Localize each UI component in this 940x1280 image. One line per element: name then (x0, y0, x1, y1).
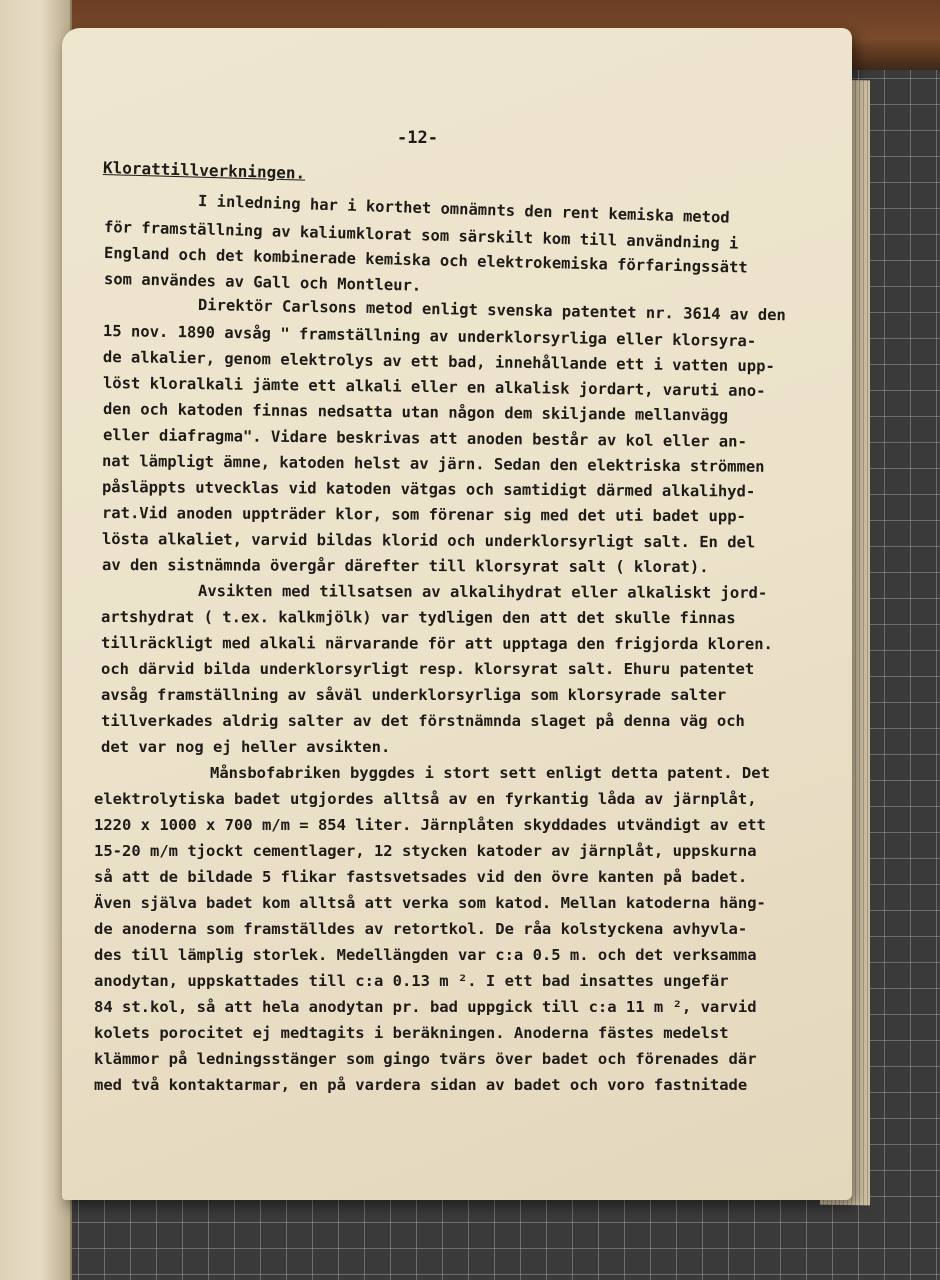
text-line: så att de bildade 5 flikar fastsvetsades vid den övre kanten på badet. (94, 868, 748, 886)
text-line: påsläppts utvecklas vid katoden vätgas och samtidigt därmed alkalihyd- (101, 478, 756, 501)
text-line: 15-20 m/m tjockt cementlager, 12 stycken katoder av järnplåt, uppskurna (94, 842, 757, 860)
section-heading: Klorattillverkningen. (102, 158, 306, 183)
text-line: som användes av Gall och Montleur. (103, 270, 422, 295)
text-line: des till lämplig storlek. Medellängden var c:a 0.5 m. och det verksamma (94, 946, 757, 964)
text-line: tillverkades aldrig salter av det förstnämnda slaget på denna väg och (101, 712, 745, 730)
text-line: anodytan, uppskattades till c:a 0.13 m ². I ett bad insattes ungefär (94, 972, 729, 990)
text-line: klämmor på ledningsstänger som gingo tvärs över badet och förenades där (94, 1050, 757, 1068)
text-line: för framställning av kaliumklorat som särskilt kom till användning i (103, 218, 739, 253)
text-line: 15 nov. 1890 avsåg " framställning av underklorsyrliga eller klorsyra- (102, 322, 757, 351)
text-line: elektrolytiska badet utgjordes alltså av en fyrkantig låda av järnplåt, (94, 790, 757, 808)
text-line: Månsbofabriken byggdes i stort sett enligt detta patent. Det (210, 764, 770, 782)
text-line: löst kloralkali jämte ett alkali eller en alkalisk jordart, varuti ano- (102, 374, 766, 401)
text-line: artshydrat ( t.ex. kalkmjölk) var tydligen den att det skulle finnas (100, 608, 736, 628)
text-line: England och det kombinerade kemiska och elektrokemiska förfaringssätt (103, 244, 748, 277)
text-line: och därvid bilda underklorsyrligt resp. klorsyrat salt. Ehuru patentet (101, 660, 755, 678)
text-line: rat.Vid anoden uppträder klor, som förenar sig med det uti badet upp- (101, 504, 746, 526)
text-line: eller diafragma". Vidare beskrivas att anoden består av kol eller an- (102, 426, 747, 451)
text-line: tillräckligt med alkali närvarande för att upptaga den frigjorda kloren. (100, 634, 773, 654)
text-line: avsåg framställning av såväl underklorsyrliga som klorsyrade salter (101, 686, 727, 704)
text-line: Även själva badet kom alltså att verka som katod. Mellan katoderna häng- (94, 894, 766, 912)
text-line: de alkalier, genom elektrolys av ett bad, innehållande ett i vatten upp- (102, 348, 775, 376)
text-line: de anoderna som framställdes av retortkol. De råa kolstyckena avhyvla- (94, 920, 748, 938)
text-line: med två kontaktarmar, en på vardera sidan av badet och voro fastnitade (94, 1076, 748, 1094)
text-line: kolets porocitet ej medtagits i beräkningen. Anoderna fästes medelst (94, 1024, 729, 1042)
text-line: lösta alkaliet, varvid bildas klorid och underklorsyrligt salt. En del (101, 530, 756, 552)
text-line: I inledning har i korthet omnämnts den rent kemiska metod (197, 192, 730, 227)
text-line: Direktör Carlsons metod enligt svenska patentet nr. 3614 av den (197, 296, 786, 325)
text-line: nat lämpligt ämne, katoden helst av järn. Sedan den elektriska strömmen (101, 452, 765, 476)
page-number: -12- (397, 128, 438, 148)
text-line: den och katoden finnas nedsatta utan någon dem skiljande mellanvägg (102, 400, 729, 425)
text-line: av den sistnämnda övergår därefter till klorsyrat salt ( klorat). (101, 556, 709, 577)
text-line: Avsikten med tillsatsen av alkalihydrat eller alkaliskt jord- (197, 582, 768, 602)
text-line: 84 st.kol, så att hela anodytan pr. bad uppgick till c:a 11 m ², varvid (94, 998, 757, 1016)
text-line: 1220 x 1000 x 700 m/m = 854 liter. Järnplåten skyddades utvändigt av ett (94, 816, 766, 834)
text-line: det var nog ej heller avsikten. (101, 738, 391, 756)
